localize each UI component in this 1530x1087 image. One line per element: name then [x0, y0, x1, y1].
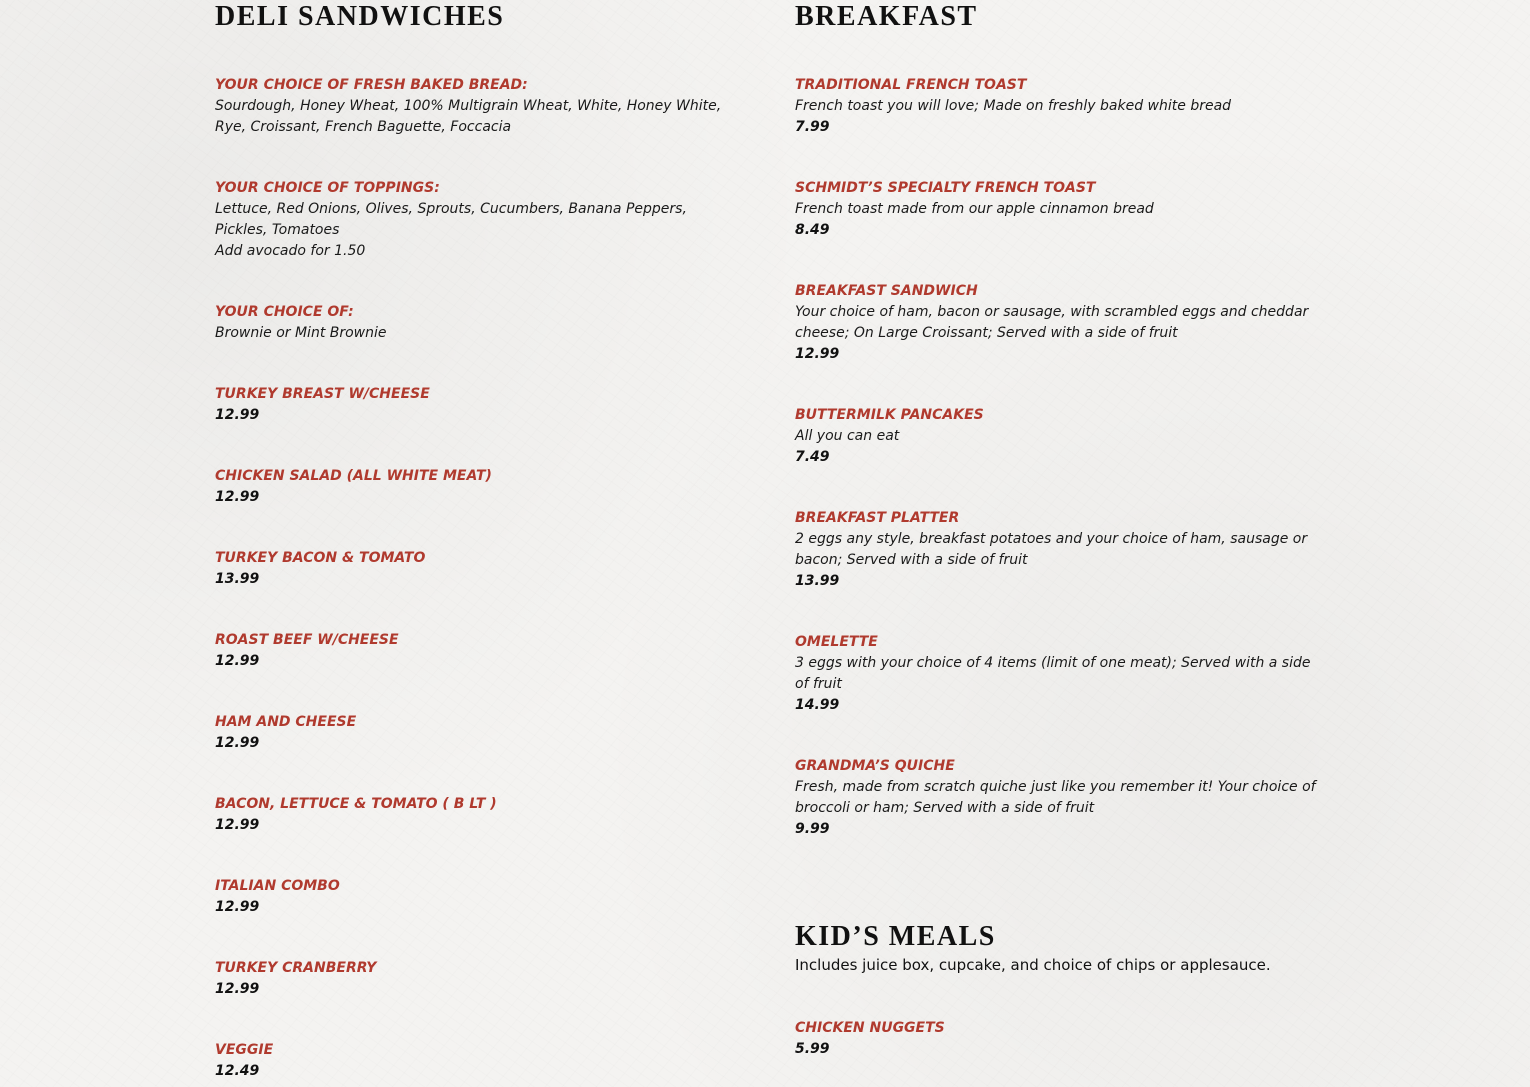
- deli-heading: DELI SANDWICHES: [215, 1, 505, 32]
- item-description: Sourdough, Honey Wheat, 100% Multigrain Wheat, White, Honey White, Rye, Croissant, French Baguette, Foccacia: [215, 98, 722, 135]
- item-price: 8.49: [795, 222, 830, 238]
- item-name: YOUR CHOICE OF TOPPINGS:: [215, 180, 440, 196]
- item-price: 7.49: [795, 449, 830, 465]
- item-price: 12.49: [215, 1063, 260, 1079]
- item-price: 12.99: [215, 981, 260, 997]
- item-name: BACON, LETTUCE & TOMATO ( B LT ): [215, 796, 497, 812]
- menu-item-italian-combo: [215, 876, 735, 918]
- item-description: Your choice of ham, bacon or sausage, with scrambled eggs and cheddar cheese; On Large Croissant; Served with a side of fruit: [795, 304, 1309, 341]
- item-name: BREAKFAST SANDWICH: [795, 283, 978, 299]
- item-price: 12.99: [215, 653, 260, 669]
- item-name: YOUR CHOICE OF FRESH BAKED BREAD:: [215, 77, 528, 93]
- item-name: TRADITIONAL FRENCH TOAST: [795, 77, 1027, 93]
- menu-item-turkey-breast: [215, 384, 735, 426]
- item-name: ITALIAN COMBO: [215, 878, 340, 894]
- breakfast-heading: BREAKFAST: [795, 1, 978, 32]
- item-price: 12.99: [215, 407, 260, 423]
- item-price: 9.99: [795, 821, 830, 837]
- item-description: French toast made from our apple cinnamon bread: [795, 201, 1154, 217]
- item-price: 7.99: [795, 119, 830, 135]
- menu-item-bread-choice: [215, 75, 735, 138]
- menu-item-breakfast-platter: [795, 508, 1320, 592]
- item-name: BUTTERMILK PANCAKES: [795, 407, 984, 423]
- menu-item-turkey-cranberry: [215, 958, 735, 1000]
- item-price: 12.99: [215, 899, 260, 915]
- item-name: HAM AND CHEESE: [215, 714, 357, 730]
- item-description-extra: Add avocado for 1.50: [215, 243, 366, 259]
- menu-item-toppings-choice: [215, 178, 735, 262]
- item-price: 14.99: [795, 697, 840, 713]
- item-description: Fresh, made from scratch quiche just like you remember it! Your choice of broccoli or ham; Served with a side of fruit: [795, 779, 1316, 816]
- item-name: SCHMIDT’S SPECIALTY FRENCH TOAST: [795, 180, 1096, 196]
- menu-item-specialty-french-toast: [795, 178, 1320, 241]
- kids-meals-intro: Includes juice box, cupcake, and choice of chips or applesauce.: [795, 956, 1271, 974]
- item-description: All you can eat: [795, 428, 900, 444]
- item-price: 12.99: [215, 735, 260, 751]
- item-description: Lettuce, Red Onions, Olives, Sprouts, Cucumbers, Banana Peppers, Pickles, Tomatoes: [215, 201, 687, 238]
- item-name: TURKEY BREAST W/CHEESE: [215, 386, 430, 402]
- menu-item-roast-beef: [215, 630, 735, 672]
- kids-meals-heading: KID’S MEALS: [795, 921, 996, 952]
- item-price: 12.99: [215, 817, 260, 833]
- item-name: ROAST BEEF W/CHEESE: [215, 632, 399, 648]
- item-name: BREAKFAST PLATTER: [795, 510, 960, 526]
- item-price: 12.99: [215, 489, 260, 505]
- menu-item-grandmas-quiche: [795, 756, 1320, 840]
- menu-item-turkey-bacon-tomato: [215, 548, 735, 590]
- breakfast-heading-wrap: [795, 0, 1320, 36]
- menu-item-dessert-choice: [215, 302, 735, 344]
- menu-item-buttermilk-pancakes: [795, 405, 1320, 468]
- item-description: 2 eggs any style, breakfast potatoes and your choice of ham, sausage or bacon; Served with a side of fruit: [795, 531, 1308, 568]
- item-name: YOUR CHOICE OF:: [215, 304, 354, 320]
- item-price: 5.99: [795, 1041, 830, 1057]
- menu-item-traditional-french-toast: [795, 75, 1320, 138]
- item-name: TURKEY CRANBERRY: [215, 960, 377, 976]
- item-description: 3 eggs with your choice of 4 items (limit of one meat); Served with a side of fruit: [795, 655, 1311, 692]
- item-name: TURKEY BACON & TOMATO: [215, 550, 426, 566]
- item-description: Brownie or Mint Brownie: [215, 325, 387, 341]
- menu-item-veggie: [215, 1040, 735, 1082]
- item-name: CHICKEN SALAD (ALL WHITE MEAT): [215, 468, 492, 484]
- item-price: 12.99: [795, 346, 840, 362]
- item-name: CHICKEN NUGGETS: [795, 1020, 945, 1036]
- deli-heading-wrap: [215, 0, 735, 36]
- kids-heading-wrap: [795, 919, 1320, 976]
- menu-item-chicken-nuggets: [795, 1018, 1320, 1060]
- menu-item-breakfast-sandwich: [795, 281, 1320, 365]
- menu-item-omelette: [795, 632, 1320, 716]
- item-name: VEGGIE: [215, 1042, 274, 1058]
- item-name: OMELETTE: [795, 634, 878, 650]
- menu-item-chicken-salad: [215, 466, 735, 508]
- item-name: GRANDMA’S QUICHE: [795, 758, 955, 774]
- item-price: 13.99: [795, 573, 840, 589]
- item-price: 13.99: [215, 571, 260, 587]
- menu-item-ham-cheese: [215, 712, 735, 754]
- menu-item-blt: [215, 794, 735, 836]
- item-description: French toast you will love; Made on freshly baked white bread: [795, 98, 1232, 114]
